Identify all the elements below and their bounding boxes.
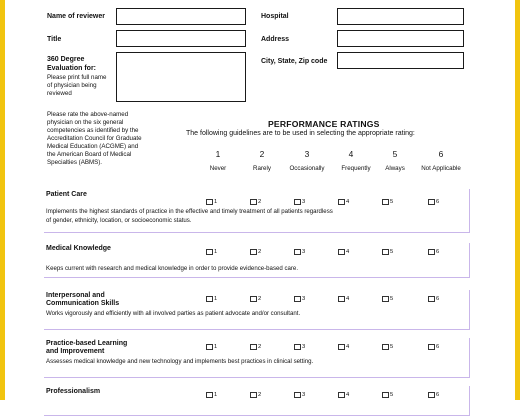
rating-number: 1 <box>215 149 221 159</box>
rating-word: Always <box>385 165 405 172</box>
rating-checkbox-4[interactable] <box>338 249 349 255</box>
reviewer-name-field[interactable] <box>116 8 246 25</box>
rating-checkbox-4[interactable] <box>338 199 349 205</box>
rating-checkbox-2[interactable] <box>250 344 261 350</box>
checkbox-label: 6 <box>436 199 440 205</box>
checkbox-square[interactable] <box>250 249 257 255</box>
rating-word: Not Applicable <box>421 165 461 172</box>
rating-number: 3 <box>304 149 310 159</box>
checkbox-square[interactable] <box>294 296 301 302</box>
city-state-zip-label: City, State, Zip code <box>261 58 328 65</box>
rating-number: 6 <box>438 149 444 159</box>
checkbox-label: 2 <box>258 199 262 205</box>
rating-checkbox-6[interactable] <box>428 249 439 255</box>
checkbox-square[interactable] <box>382 249 389 255</box>
checkbox-square[interactable] <box>294 344 301 350</box>
checkbox-label: 3 <box>302 344 306 350</box>
competency-section <box>44 290 470 330</box>
checkbox-label: 4 <box>346 392 350 398</box>
checkbox-label: 3 <box>302 249 306 255</box>
rating-checkbox-6[interactable] <box>428 344 439 350</box>
checkbox-square[interactable] <box>428 344 435 350</box>
checkbox-label: 5 <box>390 249 394 255</box>
rating-word: Frequently <box>341 165 371 172</box>
rating-checkbox-5[interactable] <box>382 392 393 398</box>
rating-number: 5 <box>392 149 398 159</box>
checkbox-label: 2 <box>258 249 262 255</box>
rating-word: Never <box>209 165 227 172</box>
intro-line: the American Board of Medical <box>47 151 132 158</box>
checkbox-square[interactable] <box>294 199 301 205</box>
checkbox-square[interactable] <box>250 392 257 398</box>
checkbox-square[interactable] <box>206 344 213 350</box>
rating-checkbox-6[interactable] <box>428 392 439 398</box>
rating-checkbox-2[interactable] <box>250 296 261 302</box>
hospital-label: Hospital <box>261 13 289 20</box>
competency-section <box>44 386 470 416</box>
eval-label-line-2: Evaluation for: <box>47 65 97 72</box>
checkbox-label: 4 <box>346 249 350 255</box>
checkbox-label: 4 <box>346 344 350 350</box>
checkbox-label: 4 <box>346 296 350 302</box>
rating-checkbox-5[interactable] <box>382 199 393 205</box>
checkbox-label: 3 <box>302 392 306 398</box>
rating-checkbox-2[interactable] <box>250 392 261 398</box>
competency-description: Keeps current with research and medical knowledge in order to provide evidence-based care. <box>46 265 299 272</box>
checkbox-label: 6 <box>436 249 440 255</box>
rating-checkbox-3[interactable] <box>294 199 305 205</box>
checkbox-label: 2 <box>258 296 262 302</box>
checkbox-label: 2 <box>258 344 262 350</box>
eval-label-line-1: 360 Degree <box>47 56 85 63</box>
competency-title: Medical Knowledge <box>46 245 111 252</box>
checkbox-label: 5 <box>390 296 394 302</box>
checkbox-label: 4 <box>346 199 350 205</box>
checkbox-square[interactable] <box>294 249 301 255</box>
rating-checkbox-1[interactable] <box>206 199 217 205</box>
rating-number: 4 <box>348 149 354 159</box>
competency-description-line-2: of gender, ethnicity, location, or socioeconomic status. <box>46 217 192 224</box>
intro-line: physician on the six general <box>47 119 124 126</box>
checkbox-square[interactable] <box>428 296 435 302</box>
intro-line: Medical Education (ACGME) and <box>47 143 139 150</box>
rating-checkbox-4[interactable] <box>338 344 349 350</box>
checkbox-square[interactable] <box>338 296 345 302</box>
checkbox-square[interactable] <box>250 199 257 205</box>
rating-checkbox-3[interactable] <box>294 296 305 302</box>
physician-name-field[interactable] <box>116 52 246 102</box>
checkbox-label: 1 <box>214 249 218 255</box>
checkbox-label: 6 <box>436 344 440 350</box>
city-state-zip-field[interactable] <box>337 52 464 69</box>
checkbox-label: 6 <box>436 392 440 398</box>
eval-label-line-5: reviewed <box>47 90 72 97</box>
competency-section <box>44 189 470 233</box>
address-field[interactable] <box>337 30 464 47</box>
checkbox-square[interactable] <box>206 296 213 302</box>
competency-title: Practice-based Learning <box>46 340 128 347</box>
rating-checkbox-3[interactable] <box>294 249 305 255</box>
rating-checkbox-2[interactable] <box>250 249 261 255</box>
competency-title-line-2: and Improvement <box>46 348 105 355</box>
checkbox-square[interactable] <box>338 344 345 350</box>
competency-description: Assesses medical knowledge and new technology and implements best practices in clinical setting. <box>46 358 314 365</box>
checkbox-square[interactable] <box>338 249 345 255</box>
hospital-field[interactable] <box>337 8 464 25</box>
performance-ratings-subtitle: The following guidelines are to be used in selecting the appropriate rating: <box>186 130 415 137</box>
checkbox-label: 5 <box>390 344 394 350</box>
checkbox-label: 2 <box>258 392 262 398</box>
checkbox-label: 1 <box>214 199 218 205</box>
competency-description: Works vigorously and efficiently with all involved parties as patient advocate and/or consultant. <box>46 310 301 317</box>
title-label: Title <box>47 36 62 43</box>
competency-title: Interpersonal and <box>46 292 105 299</box>
checkbox-square[interactable] <box>428 249 435 255</box>
checkbox-label: 5 <box>390 199 394 205</box>
checkbox-square[interactable] <box>206 392 213 398</box>
reviewer-label: Name of reviewer <box>47 13 105 20</box>
checkbox-label: 1 <box>214 296 218 302</box>
rating-checkbox-3[interactable] <box>294 392 305 398</box>
checkbox-square[interactable] <box>382 296 389 302</box>
checkbox-label: 3 <box>302 296 306 302</box>
competency-section <box>44 243 470 278</box>
checkbox-square[interactable] <box>250 344 257 350</box>
rating-checkbox-1[interactable] <box>206 249 217 255</box>
checkbox-square[interactable] <box>206 249 213 255</box>
rating-checkbox-5[interactable] <box>382 296 393 302</box>
rating-checkbox-1[interactable] <box>206 344 217 350</box>
eval-label-line-4: of physician being <box>47 82 97 89</box>
address-label: Address <box>261 36 290 43</box>
title-field[interactable] <box>116 30 246 47</box>
rating-checkbox-1[interactable] <box>206 392 217 398</box>
checkbox-square[interactable] <box>428 199 435 205</box>
rating-checkbox-3[interactable] <box>294 344 305 350</box>
rating-number: 2 <box>259 149 265 159</box>
intro-line: competencies as identified by the <box>47 127 139 134</box>
checkbox-square[interactable] <box>428 392 435 398</box>
checkbox-label: 1 <box>214 392 218 398</box>
checkbox-square[interactable] <box>250 296 257 302</box>
checkbox-square[interactable] <box>382 392 389 398</box>
rating-checkbox-2[interactable] <box>250 199 261 205</box>
checkbox-label: 6 <box>436 296 440 302</box>
checkbox-square[interactable] <box>338 199 345 205</box>
rating-checkbox-6[interactable] <box>428 296 439 302</box>
eval-label-line-3: Please print full name <box>47 74 107 81</box>
competency-title-line-2: Communication Skills <box>46 300 120 307</box>
checkbox-square[interactable] <box>338 392 345 398</box>
rating-checkbox-1[interactable] <box>206 296 217 302</box>
competency-title: Patient Care <box>46 191 87 198</box>
checkbox-label: 3 <box>302 199 306 205</box>
performance-ratings-title: PERFORMANCE RATINGS <box>268 119 380 129</box>
rating-word: Occasionally <box>289 165 325 172</box>
intro-line: Please rate the above-named <box>47 111 129 118</box>
checkbox-square[interactable] <box>294 392 301 398</box>
rating-checkbox-4[interactable] <box>338 296 349 302</box>
rating-checkbox-5[interactable] <box>382 249 393 255</box>
rating-checkbox-5[interactable] <box>382 344 393 350</box>
rating-checkbox-4[interactable] <box>338 392 349 398</box>
checkbox-square[interactable] <box>206 199 213 205</box>
intro-line: Specialties (ABMS). <box>47 159 103 166</box>
checkbox-label: 1 <box>214 344 218 350</box>
intro-line: Accreditation Council for Graduate <box>47 135 142 142</box>
checkbox-square[interactable] <box>382 199 389 205</box>
competency-section <box>44 338 470 378</box>
checkbox-square[interactable] <box>382 344 389 350</box>
checkbox-label: 5 <box>390 392 394 398</box>
competency-description: Implements the highest standards of practice in the effective and timely treatment of all patients regardless <box>46 208 333 215</box>
rating-checkbox-6[interactable] <box>428 199 439 205</box>
rating-word: Rarely <box>253 165 271 172</box>
competency-title: Professionalism <box>46 388 101 395</box>
